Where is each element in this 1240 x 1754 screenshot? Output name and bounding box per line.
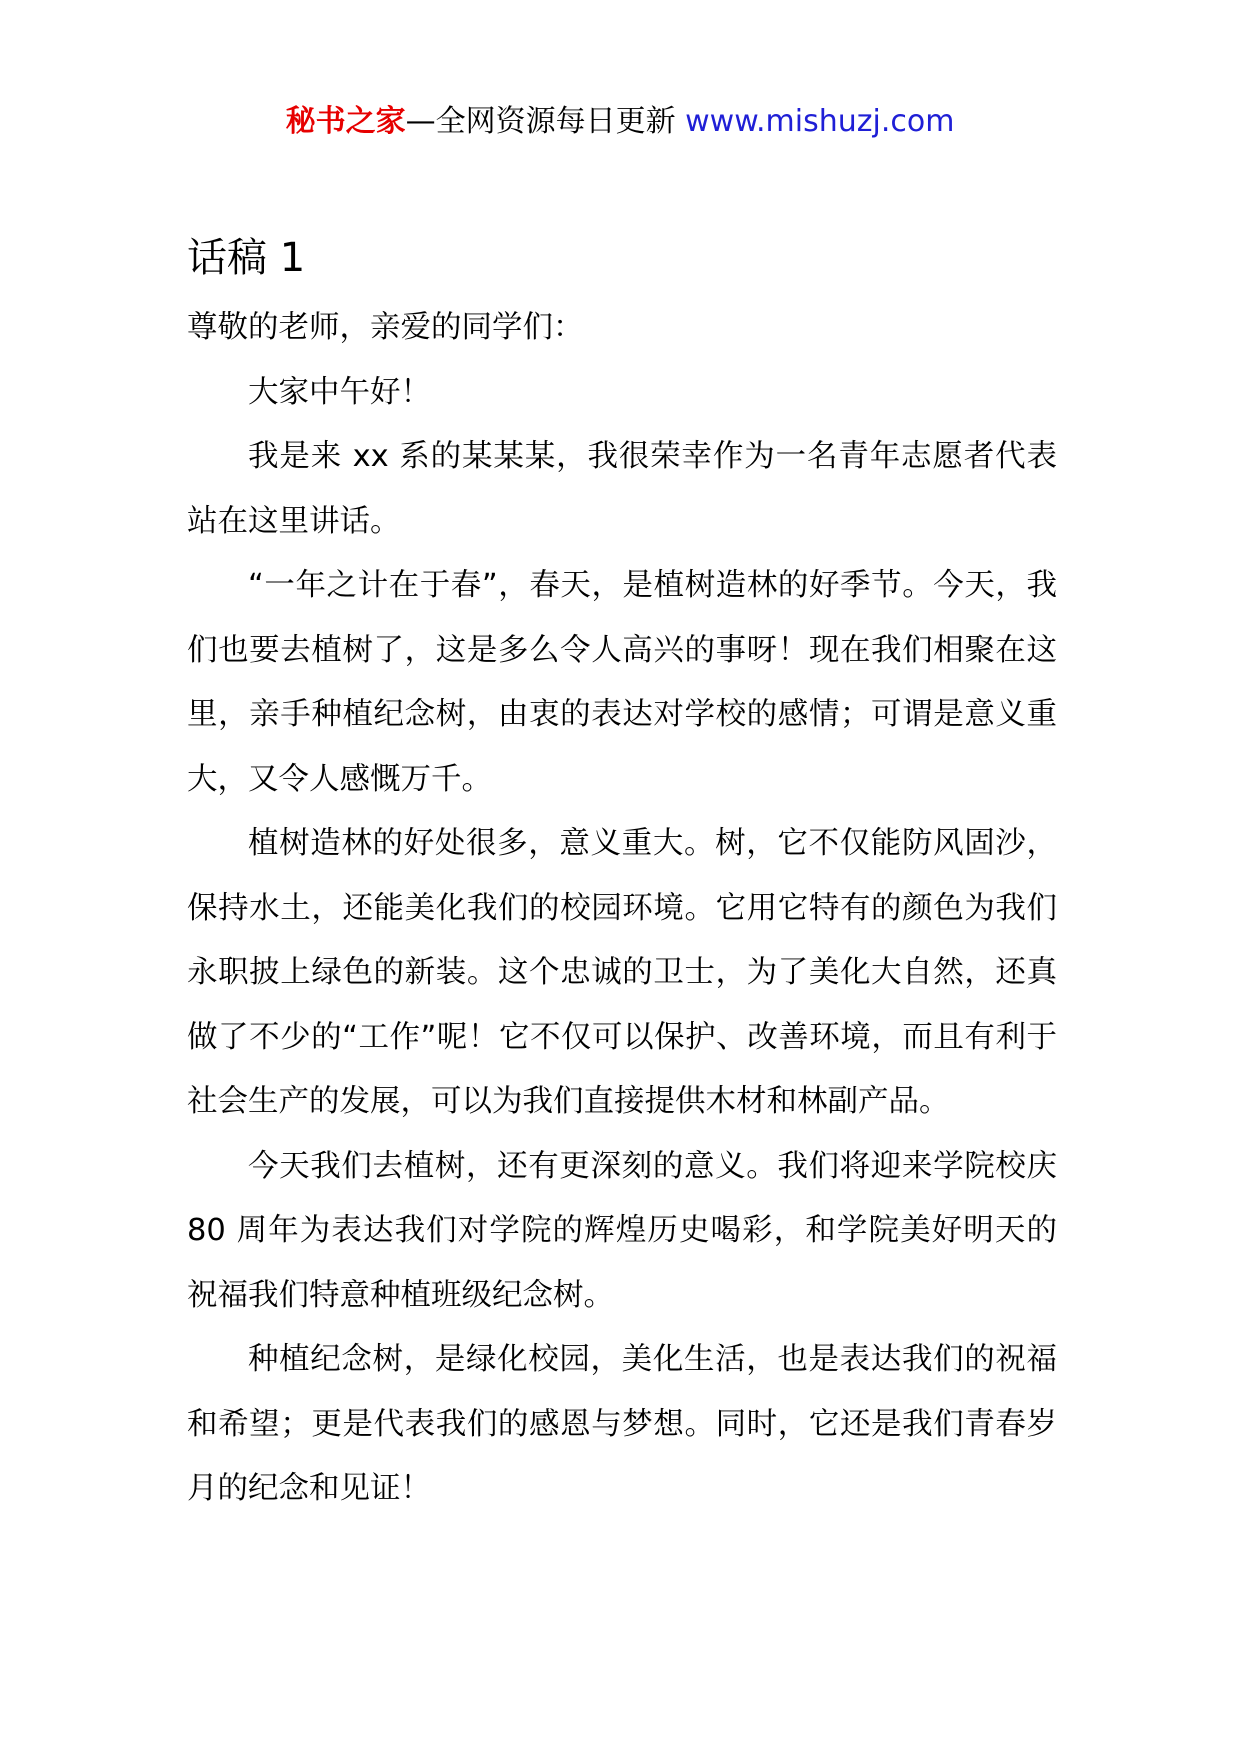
paragraph-3: “一年之计在于春”，春天，是植树造林的好季节。今天，我们也要去植树了，这是多么令人高兴的事呀！现在我们相聚在这里，亲手种植纪念树，由衷的表达对学校的感情；可谓是意义重大，又令人感慨万千。 [187, 568, 1057, 797]
site-url-link[interactable]: www.mishuzj.com [685, 104, 955, 139]
paragraph-4: 植树造林的好处很多，意义重大。树，它不仅能防风固沙，保持水土，还能美化我们的校园环境。它用它特有的颜色为我们永职披上绿色的新装。这个忠诚的卫士，为了美化大自然，还真做了不少的“工作”呢！它不仅可以保护、改善环境，而且有利于社会生产的发展，可以为我们直接提供木材和林副产品。 [187, 826, 1057, 1119]
paragraph-1: 大家中午好！ [248, 374, 431, 410]
brand-name: 秘书之家 [285, 104, 406, 139]
paragraph-6: 种植纪念树，是绿化校园，美化生活，也是表达我们的祝福和希望；更是代表我们的感恩与梦想。同时，它还是我们青春岁月的纪念和见证！ [187, 1342, 1057, 1506]
header-tagline: —全网资源每日更新 [405, 104, 676, 139]
site-header [0, 102, 1240, 142]
document-body [187, 296, 1057, 1522]
paragraph-2: 我是来 xx 系的某某某，我很荣幸作为一名青年志愿者代表站在这里讲话。 [187, 439, 1057, 539]
document-title: 话稿 1 [187, 235, 306, 281]
greeting-line: 尊敬的老师，亲爱的同学们： [187, 310, 584, 345]
paragraph-5: 今天我们去植树，还有更深刻的意义。我们将迎来学院校庆 80 周年为表达我们对学院的辉煌历史喝彩，和学院美好明天的祝福我们特意种植班级纪念树。 [187, 1148, 1057, 1313]
